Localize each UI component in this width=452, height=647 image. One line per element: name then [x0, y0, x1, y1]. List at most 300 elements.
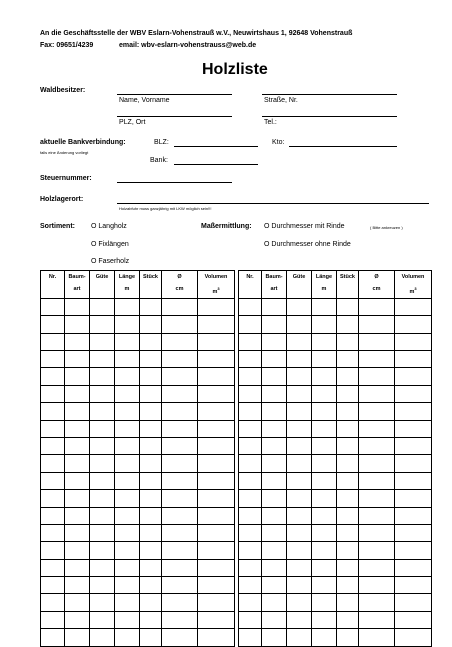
table-cell[interactable]	[239, 316, 262, 333]
option-mit-rinde[interactable]: O Durchmesser mit Rinde	[264, 223, 345, 230]
table-cell[interactable]	[65, 611, 90, 628]
table-cell[interactable]	[287, 420, 312, 437]
table-cell[interactable]	[337, 524, 359, 541]
table-cell[interactable]	[359, 542, 395, 559]
table-cell[interactable]	[262, 385, 287, 402]
table-cell[interactable]	[198, 507, 235, 524]
table-cell[interactable]	[359, 298, 395, 315]
table-cell[interactable]	[140, 507, 162, 524]
table-cell[interactable]	[287, 507, 312, 524]
table-cell[interactable]	[65, 298, 90, 315]
table-cell[interactable]	[287, 351, 312, 368]
table-cell[interactable]	[198, 420, 235, 437]
table-cell[interactable]	[287, 542, 312, 559]
table-cell[interactable]	[359, 472, 395, 489]
table-cell[interactable]	[239, 577, 262, 594]
table-cell[interactable]	[140, 316, 162, 333]
table-cell[interactable]	[115, 403, 140, 420]
table-cell[interactable]	[198, 298, 235, 315]
table-cell[interactable]	[115, 351, 140, 368]
table-cell[interactable]	[395, 507, 432, 524]
table-cell[interactable]	[90, 490, 115, 507]
option-langholz[interactable]: O Langholz	[91, 223, 127, 230]
table-cell[interactable]	[140, 385, 162, 402]
table-cell[interactable]	[395, 385, 432, 402]
table-cell[interactable]	[312, 507, 337, 524]
table-cell[interactable]	[65, 368, 90, 385]
table-cell[interactable]	[337, 298, 359, 315]
table-cell[interactable]	[262, 333, 287, 350]
table-cell[interactable]	[287, 611, 312, 628]
table-cell[interactable]	[359, 420, 395, 437]
table-cell[interactable]	[115, 368, 140, 385]
table-cell[interactable]	[41, 316, 65, 333]
table-cell[interactable]	[312, 368, 337, 385]
table-cell[interactable]	[312, 472, 337, 489]
table-cell[interactable]	[239, 559, 262, 576]
table-cell[interactable]	[337, 420, 359, 437]
table-cell[interactable]	[395, 455, 432, 472]
table-cell[interactable]	[359, 351, 395, 368]
table-cell[interactable]	[312, 333, 337, 350]
table-cell[interactable]	[162, 385, 198, 402]
table-cell[interactable]	[41, 455, 65, 472]
table-cell[interactable]	[162, 420, 198, 437]
table-cell[interactable]	[65, 333, 90, 350]
table-cell[interactable]	[65, 524, 90, 541]
table-cell[interactable]	[115, 577, 140, 594]
table-cell[interactable]	[395, 490, 432, 507]
table-cell[interactable]	[90, 298, 115, 315]
table-cell[interactable]	[90, 316, 115, 333]
table-cell[interactable]	[140, 420, 162, 437]
table-cell[interactable]	[41, 298, 65, 315]
table-cell[interactable]	[198, 333, 235, 350]
table-row	[41, 333, 235, 350]
table-cell[interactable]	[41, 611, 65, 628]
table-cell[interactable]	[312, 611, 337, 628]
table-cell[interactable]	[41, 437, 65, 454]
header-stueck-text: Stück	[340, 274, 355, 280]
table-cell[interactable]	[337, 611, 359, 628]
table-cell[interactable]	[359, 490, 395, 507]
table-cell[interactable]	[162, 542, 198, 559]
table-cell[interactable]	[140, 368, 162, 385]
table-cell[interactable]	[140, 559, 162, 576]
phone-field-line[interactable]	[262, 116, 397, 117]
table-cell[interactable]	[262, 542, 287, 559]
table-cell[interactable]	[162, 490, 198, 507]
table-row	[239, 611, 432, 628]
table-cell[interactable]	[65, 316, 90, 333]
table-cell[interactable]	[239, 437, 262, 454]
table-cell[interactable]	[312, 403, 337, 420]
table-cell[interactable]	[198, 577, 235, 594]
table-cell[interactable]	[162, 298, 198, 315]
table-cell[interactable]	[312, 298, 337, 315]
table-cell[interactable]	[140, 298, 162, 315]
table-cell[interactable]	[140, 629, 162, 646]
table-cell[interactable]	[65, 594, 90, 611]
table-cell[interactable]	[162, 403, 198, 420]
table-cell[interactable]	[337, 542, 359, 559]
table-cell[interactable]	[239, 351, 262, 368]
table-cell[interactable]	[162, 629, 198, 646]
table-cell[interactable]	[198, 403, 235, 420]
table-cell[interactable]	[115, 420, 140, 437]
table-cell[interactable]	[359, 437, 395, 454]
table-cell[interactable]	[395, 524, 432, 541]
table-cell[interactable]	[162, 455, 198, 472]
table-cell[interactable]	[239, 420, 262, 437]
kto-field-line[interactable]	[289, 146, 397, 147]
table-cell[interactable]	[140, 490, 162, 507]
table-cell[interactable]	[287, 316, 312, 333]
table-cell[interactable]	[140, 455, 162, 472]
table-cell[interactable]	[312, 455, 337, 472]
table-cell[interactable]	[90, 507, 115, 524]
table-row	[239, 472, 432, 489]
table-cell[interactable]	[359, 333, 395, 350]
table-cell[interactable]	[262, 351, 287, 368]
table-cell[interactable]	[115, 524, 140, 541]
table-cell[interactable]	[41, 594, 65, 611]
table-cell[interactable]	[287, 368, 312, 385]
table-cell[interactable]	[41, 629, 65, 646]
table-cell[interactable]	[337, 403, 359, 420]
table-cell[interactable]	[312, 351, 337, 368]
table-cell[interactable]	[41, 333, 65, 350]
table-cell[interactable]	[239, 524, 262, 541]
table-cell[interactable]	[41, 420, 65, 437]
table-cell[interactable]	[359, 559, 395, 576]
table-cell[interactable]	[287, 298, 312, 315]
table-cell[interactable]	[239, 385, 262, 402]
table-cell[interactable]	[395, 437, 432, 454]
table-cell[interactable]	[115, 490, 140, 507]
table-cell[interactable]	[312, 385, 337, 402]
table-cell[interactable]	[140, 594, 162, 611]
table-cell[interactable]	[65, 403, 90, 420]
table-cell[interactable]	[162, 437, 198, 454]
table-cell[interactable]	[41, 577, 65, 594]
table-cell[interactable]	[395, 577, 432, 594]
table-cell[interactable]	[359, 455, 395, 472]
table-cell[interactable]	[395, 542, 432, 559]
table-cell[interactable]	[287, 490, 312, 507]
table-cell[interactable]	[312, 316, 337, 333]
table-cell[interactable]	[140, 577, 162, 594]
table-cell[interactable]	[395, 420, 432, 437]
table-cell[interactable]	[115, 316, 140, 333]
table-cell[interactable]	[115, 333, 140, 350]
table-cell[interactable]	[90, 437, 115, 454]
table-cell[interactable]	[198, 385, 235, 402]
table-cell[interactable]	[337, 333, 359, 350]
table-cell[interactable]	[140, 437, 162, 454]
table-cell[interactable]	[198, 351, 235, 368]
table-cell[interactable]	[337, 594, 359, 611]
table-cell[interactable]	[239, 298, 262, 315]
table-cell[interactable]	[90, 472, 115, 489]
table-cell[interactable]	[162, 577, 198, 594]
table-cell[interactable]	[359, 403, 395, 420]
table-cell[interactable]	[239, 403, 262, 420]
table-cell[interactable]	[359, 524, 395, 541]
table-cell[interactable]	[395, 368, 432, 385]
table-cell[interactable]	[90, 351, 115, 368]
table-cell[interactable]	[337, 559, 359, 576]
table-cell[interactable]	[359, 507, 395, 524]
table-cell[interactable]	[337, 472, 359, 489]
table-cell[interactable]	[65, 437, 90, 454]
table-cell[interactable]	[239, 472, 262, 489]
table-cell[interactable]	[262, 368, 287, 385]
table-cell[interactable]	[65, 559, 90, 576]
table-cell[interactable]	[115, 298, 140, 315]
table-cell[interactable]	[395, 629, 432, 646]
table-cell[interactable]	[90, 333, 115, 350]
table-cell[interactable]	[312, 524, 337, 541]
table-cell[interactable]	[115, 629, 140, 646]
table-cell[interactable]	[287, 403, 312, 420]
option-faserholz[interactable]: O Faserholz	[91, 258, 130, 265]
table-cell[interactable]	[162, 524, 198, 541]
table-cell[interactable]	[41, 490, 65, 507]
table-cell[interactable]	[262, 420, 287, 437]
street-field-line[interactable]	[262, 94, 397, 95]
option-ohne-rinde[interactable]: O Durchmesser ohne Rinde	[264, 241, 351, 248]
city-field-line[interactable]	[117, 116, 232, 117]
table-cell[interactable]	[41, 559, 65, 576]
table-cell[interactable]	[395, 559, 432, 576]
table-cell[interactable]	[115, 437, 140, 454]
table-cell[interactable]	[359, 611, 395, 628]
table-cell[interactable]	[162, 472, 198, 489]
table-cell[interactable]	[198, 437, 235, 454]
table-cell[interactable]	[395, 403, 432, 420]
table-cell[interactable]	[90, 559, 115, 576]
table-cell[interactable]	[90, 524, 115, 541]
table-cell[interactable]	[262, 472, 287, 489]
table-cell[interactable]	[115, 455, 140, 472]
table-cell[interactable]	[162, 351, 198, 368]
table-cell[interactable]	[198, 455, 235, 472]
table-cell[interactable]	[90, 368, 115, 385]
table-cell[interactable]	[287, 629, 312, 646]
table-cell[interactable]	[41, 385, 65, 402]
table-cell[interactable]	[312, 629, 337, 646]
table-cell[interactable]	[337, 507, 359, 524]
table-cell[interactable]	[359, 316, 395, 333]
table-cell[interactable]	[337, 455, 359, 472]
table-cell[interactable]	[41, 368, 65, 385]
table-cell[interactable]	[262, 490, 287, 507]
table-cell[interactable]	[337, 351, 359, 368]
table-cell[interactable]	[359, 368, 395, 385]
table-cell[interactable]	[198, 524, 235, 541]
table-cell[interactable]	[239, 507, 262, 524]
table-cell[interactable]	[198, 316, 235, 333]
table-cell[interactable]	[359, 629, 395, 646]
table-cell[interactable]	[239, 542, 262, 559]
table-cell[interactable]	[337, 368, 359, 385]
table-cell[interactable]	[262, 594, 287, 611]
table-cell[interactable]	[262, 455, 287, 472]
table-cell[interactable]	[90, 403, 115, 420]
table-cell[interactable]	[198, 559, 235, 576]
name-field-line[interactable]	[117, 94, 232, 95]
table-cell[interactable]	[359, 594, 395, 611]
table-cell[interactable]	[395, 298, 432, 315]
table-cell[interactable]	[312, 559, 337, 576]
table-cell[interactable]	[262, 437, 287, 454]
table-cell[interactable]	[395, 472, 432, 489]
table-cell[interactable]	[115, 385, 140, 402]
table-cell[interactable]	[115, 559, 140, 576]
table-cell[interactable]	[312, 420, 337, 437]
table-cell[interactable]	[262, 403, 287, 420]
table-cell[interactable]	[312, 594, 337, 611]
table-cell[interactable]	[395, 351, 432, 368]
bankname-field-line[interactable]	[174, 164, 258, 165]
table-cell[interactable]	[90, 611, 115, 628]
table-cell[interactable]	[90, 455, 115, 472]
table-cell[interactable]	[287, 455, 312, 472]
table-cell[interactable]	[115, 507, 140, 524]
table-cell[interactable]	[90, 542, 115, 559]
table-cell[interactable]	[262, 316, 287, 333]
table-cell[interactable]	[337, 629, 359, 646]
table-cell[interactable]	[239, 629, 262, 646]
table-cell[interactable]	[239, 368, 262, 385]
table-cell[interactable]	[140, 611, 162, 628]
table-cell[interactable]	[359, 577, 395, 594]
email-line: email: wbv-eslarn-vohenstrauss@web.de	[119, 42, 257, 49]
table-cell[interactable]	[262, 611, 287, 628]
table-cell[interactable]	[41, 507, 65, 524]
table-cell[interactable]	[162, 316, 198, 333]
table-cell[interactable]	[287, 472, 312, 489]
table-cell[interactable]	[162, 611, 198, 628]
header-durchmesser-text: Ø	[177, 274, 182, 280]
tax-field-line[interactable]	[117, 182, 232, 183]
table-cell[interactable]	[239, 490, 262, 507]
table-cell[interactable]	[140, 524, 162, 541]
table-cell[interactable]	[140, 542, 162, 559]
table-cell[interactable]	[337, 316, 359, 333]
table-cell[interactable]	[41, 524, 65, 541]
table-cell[interactable]	[41, 472, 65, 489]
table-cell[interactable]	[65, 490, 90, 507]
table-cell[interactable]	[162, 333, 198, 350]
table-cell[interactable]	[262, 298, 287, 315]
table-cell[interactable]	[162, 507, 198, 524]
table-cell[interactable]	[287, 594, 312, 611]
table-cell[interactable]	[312, 437, 337, 454]
table-cell[interactable]	[65, 455, 90, 472]
blz-field-line[interactable]	[174, 146, 258, 147]
table-cell[interactable]	[395, 611, 432, 628]
table-cell[interactable]	[90, 594, 115, 611]
table-cell[interactable]	[140, 403, 162, 420]
table-cell[interactable]	[287, 385, 312, 402]
table-cell[interactable]	[140, 351, 162, 368]
table-cell[interactable]	[198, 611, 235, 628]
table-cell[interactable]	[287, 524, 312, 541]
table-cell[interactable]	[239, 333, 262, 350]
table-cell[interactable]	[41, 542, 65, 559]
table-cell[interactable]	[312, 490, 337, 507]
table-cell[interactable]	[337, 437, 359, 454]
table-cell[interactable]	[395, 316, 432, 333]
table-cell[interactable]	[115, 594, 140, 611]
table-cell[interactable]	[287, 437, 312, 454]
table-cell[interactable]	[198, 594, 235, 611]
table-cell[interactable]	[162, 559, 198, 576]
table-cell[interactable]	[65, 420, 90, 437]
table-cell[interactable]	[239, 594, 262, 611]
table-cell[interactable]	[65, 351, 90, 368]
table-cell[interactable]	[140, 333, 162, 350]
table-cell[interactable]	[239, 455, 262, 472]
option-fixlaengen[interactable]: O Fixlängen	[91, 241, 129, 248]
table-cell[interactable]	[198, 490, 235, 507]
table-cell[interactable]	[395, 333, 432, 350]
table-cell[interactable]	[198, 629, 235, 646]
table-cell[interactable]	[115, 472, 140, 489]
table-cell[interactable]	[140, 472, 162, 489]
table-cell[interactable]	[337, 385, 359, 402]
location-field-line[interactable]	[117, 203, 429, 204]
table-cell[interactable]	[90, 385, 115, 402]
table-cell[interactable]	[262, 507, 287, 524]
table-cell[interactable]	[359, 385, 395, 402]
table-cell[interactable]	[65, 507, 90, 524]
table-cell[interactable]	[65, 577, 90, 594]
table-cell[interactable]	[262, 524, 287, 541]
table-cell[interactable]	[287, 559, 312, 576]
table-cell[interactable]	[90, 420, 115, 437]
table-cell[interactable]	[198, 368, 235, 385]
table-cell[interactable]	[312, 577, 337, 594]
table-cell[interactable]	[239, 611, 262, 628]
table-cell[interactable]	[115, 611, 140, 628]
table-cell[interactable]	[115, 542, 140, 559]
table-cell[interactable]	[337, 490, 359, 507]
table-cell[interactable]	[395, 594, 432, 611]
table-cell[interactable]	[90, 629, 115, 646]
table-cell[interactable]	[65, 385, 90, 402]
table-cell[interactable]	[337, 577, 359, 594]
table-cell[interactable]	[65, 629, 90, 646]
table-cell[interactable]	[287, 577, 312, 594]
table-cell[interactable]	[262, 629, 287, 646]
table-cell[interactable]	[162, 594, 198, 611]
table-cell[interactable]	[41, 351, 65, 368]
table-cell[interactable]	[65, 472, 90, 489]
table-cell[interactable]	[198, 472, 235, 489]
table-cell[interactable]	[90, 577, 115, 594]
table-cell[interactable]	[262, 577, 287, 594]
table-cell[interactable]	[312, 542, 337, 559]
table-cell[interactable]	[65, 542, 90, 559]
table-cell[interactable]	[198, 542, 235, 559]
table-cell[interactable]	[262, 559, 287, 576]
table-cell[interactable]	[287, 333, 312, 350]
table-cell[interactable]	[41, 403, 65, 420]
table-cell[interactable]	[162, 368, 198, 385]
